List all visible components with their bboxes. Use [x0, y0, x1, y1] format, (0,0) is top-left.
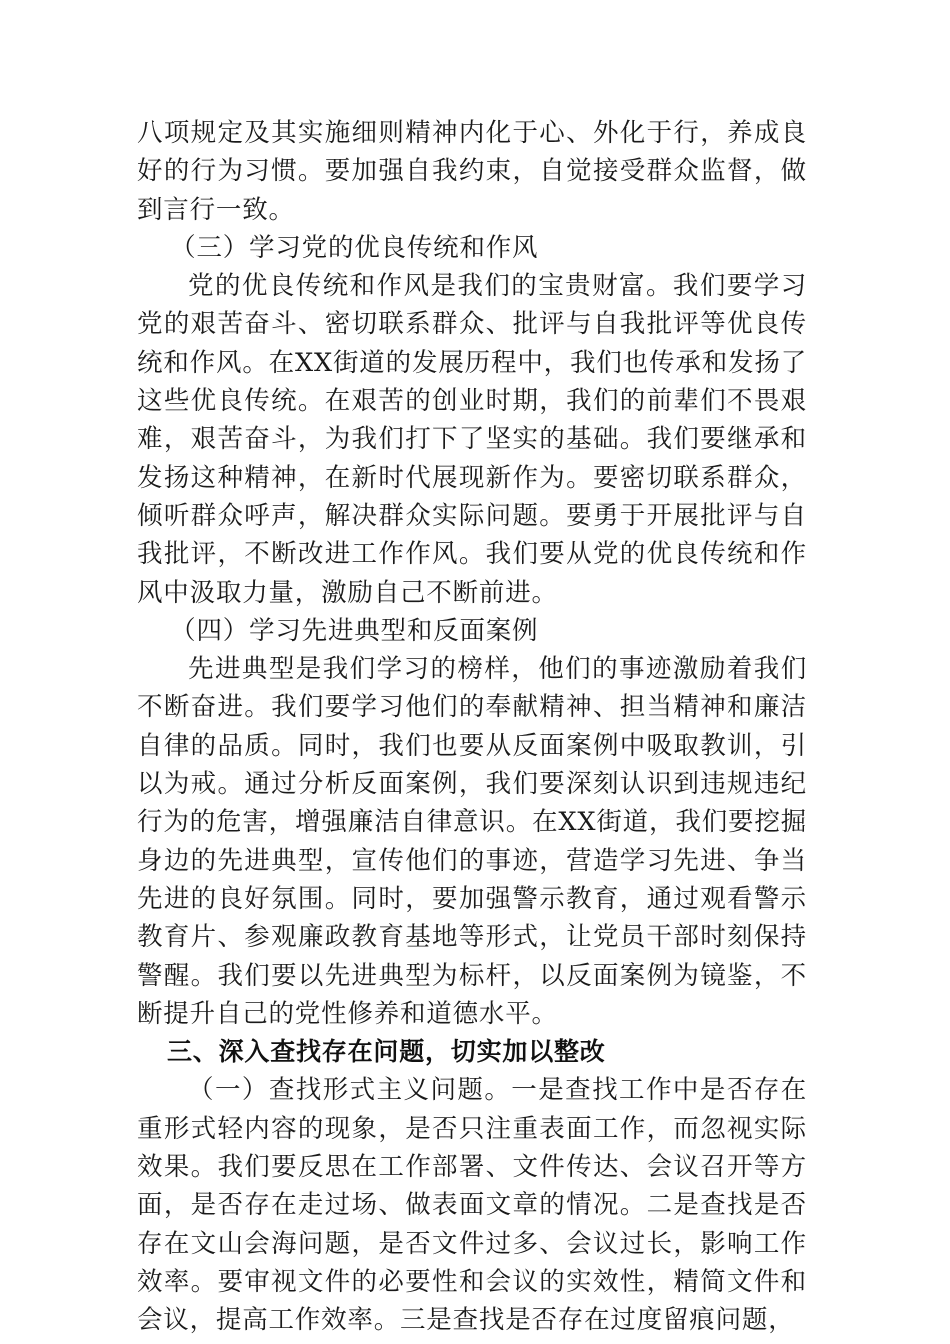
document-body [137, 114, 807, 1340]
paragraph-formalism-problems: （一）查找形式主义问题。一是查找工作中是否存在重形式轻内容的现象，是否只注重表面工作，而忽视实际效果。我们要反思在工作部署、文件传达、会议召开等方面，是否存在走过场、做表面文章的情况。二是查找是否存在文山会海问题，是否文件过多、会议过长，影响工作效率。要审视文件的必要性和会议的实效性，精简文件和会议，提高工作效率。三是查找是否存在过度留痕问题， [137, 1075, 807, 1336]
subheading-study-typical-cases: （四）学习先进典型和反面案例 [170, 615, 539, 646]
section-heading-find-problems: 三、深入查找存在问题，切实加以整改 [167, 1037, 606, 1067]
paragraph-party-traditions: 党的优良传统和作风是我们的宝贵财富。我们要学习党的艰苦奋斗、密切联系群众、批评与自我批评等优良传统和作风。在XX街道的发展历程中，我们也传承和发扬了这些优良传统。在艰苦的创业时期，我们的前辈们不畏艰难，艰苦奋斗，为我们打下了坚实的基础。我们要继承和发扬这种精神，在新时代展现新作为。要密切联系群众，倾听群众呼声，解决群众实际问题。要勇于开展批评与自我批评，不断改进工作作风。我们要从党的优良传统和作风中汲取力量，激励自己不断前进。 [137, 271, 807, 608]
paragraph-continuation: 八项规定及其实施细则精神内化于心、外化于行，养成良好的行为习惯。要加强自我约束，自觉接受群众监督，做到言行一致。 [137, 118, 807, 225]
subheading-study-party-traditions: （三）学习党的优良传统和作风 [170, 232, 539, 263]
paragraph-typical-cases: 先进典型是我们学习的榜样，他们的事迹激励着我们不断奋进。我们要学习他们的奉献精神、担当精神和廉洁自律的品质。同时，我们也要从反面案例中吸取教训，引以为戒。通过分析反面案例，我们要深刻认识到违规违纪行为的危害，增强廉洁自律意识。在XX街道，我们要挖掘身边的先进典型，宣传他们的事迹，营造学习先进、争当先进的良好氛围。同时，要加强警示教育，通过观看警示教育片、参观廉政教育基地等形式，让党员干部时刻保持警醒。我们要以先进典型为标杆，以反面案例为镜鉴，不断提升自己的党性修养和道德水平。 [137, 654, 807, 1029]
